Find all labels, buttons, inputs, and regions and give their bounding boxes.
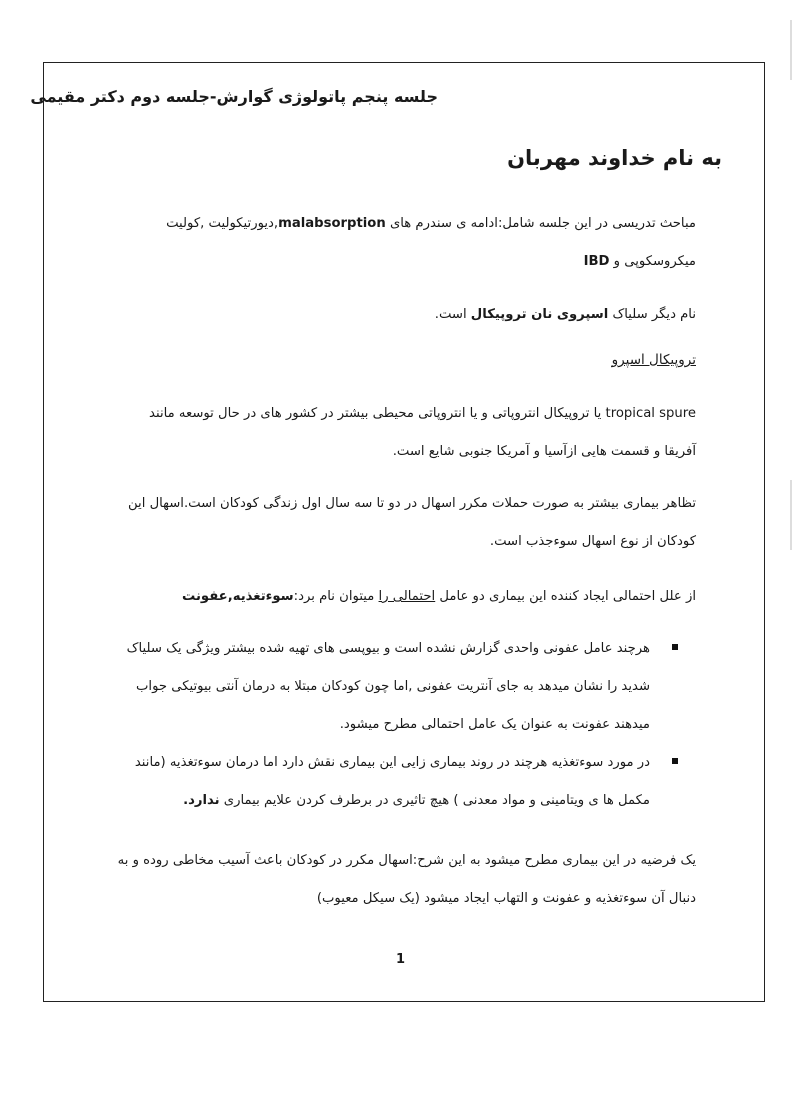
intro-line-2: میکروسکوپی و IBD bbox=[583, 254, 696, 269]
square-bullet-icon bbox=[672, 758, 678, 764]
term-tropical-spure: tropical spure bbox=[605, 406, 696, 421]
document-header: جلسه پنجم پاتولوژی گوارش-جلسه دوم دکتر مقیمی bbox=[30, 87, 438, 106]
bullet-bold: ندارد. bbox=[183, 793, 220, 808]
term-malabsorption: malabsorption bbox=[278, 216, 386, 231]
list-item: در مورد سوءتغذیه هرچند در روند بیماری زایی این بیماری نقش دارد اما درمان سوءتغذیه (مانند مکمل ها ی ویتامینی و مواد معدنی ) هیچ تاثیری در برطرف کردن علایم بیماری ندارد. bbox=[78, 744, 678, 820]
manifestation-paragraph: تظاهر بیماری بیشتر به صورت حملات مکرر اسهال در دو تا سه سال اول زندگی کودکان است.اسهال این کودکان از نوع اسهال سوءجذب است. bbox=[128, 496, 696, 549]
list-item: هرچند عامل عفونی واحدی گزارش نشده است و بیوپسی های تهیه شده بیشتر ویژگی یک سلیاک شدید را نشان میدهد به جای آنتریت عفونی ,اما چون کودکان مبتلا به درمان آنتی بیوتیکی جواب میدهند عفونت به عنوان یک عامل احتمالی مطرح میشود. bbox=[78, 630, 678, 744]
intro-line-1: مباحث تدریسی در این جلسه شامل:ادامه ی سندرم های malabsorption,دیورتیکولیت ,کولیت bbox=[166, 216, 696, 231]
causes-bold: سوءتغذیه,عفونت bbox=[182, 589, 294, 604]
causes-paragraph: از علل احتمالی ایجاد کننده این بیماری دو عامل احتمالی را میتوان نام برد:سوءتغذیه,عفونت bbox=[182, 589, 696, 604]
bullet-list bbox=[78, 630, 678, 820]
intro-paragraph bbox=[96, 205, 696, 281]
section-heading: تروپیکال اسپرو bbox=[611, 352, 696, 368]
square-bullet-icon bbox=[672, 644, 678, 650]
alt-name-paragraph: نام دیگر سلیاک اسپروی نان تروپیکال است. bbox=[434, 307, 696, 322]
scan-edge-mark bbox=[790, 480, 792, 550]
term-ibd: IBD bbox=[583, 254, 610, 269]
page-number: 1 bbox=[396, 952, 406, 967]
causes-underlined: احتمالی را bbox=[378, 589, 436, 604]
document-title: به نام خداوند مهربان bbox=[507, 146, 722, 170]
hypothesis-paragraph: یک فرضیه در این بیماری مطرح میشود به این شرح:اسهال مکرر در کودکان باعث آسیب مخاطی روده و به دنبال آن سوءتغذیه و عفونت و التهاب ایجاد میشود (یک سیکل معیوب) bbox=[117, 853, 696, 906]
tropical-paragraph: tropical spure یا تروپیکال انتروپاتی و یا انتروپاتی محیطی بیشتر در کشور های در حال توسعه مانند آفریقا و قسمت هایی ازآسیا و آمریکا جنوبی شایع است. bbox=[149, 406, 696, 459]
scan-edge-mark bbox=[790, 20, 792, 80]
alt-name-bold: اسپروی نان تروپیکال bbox=[470, 307, 609, 322]
